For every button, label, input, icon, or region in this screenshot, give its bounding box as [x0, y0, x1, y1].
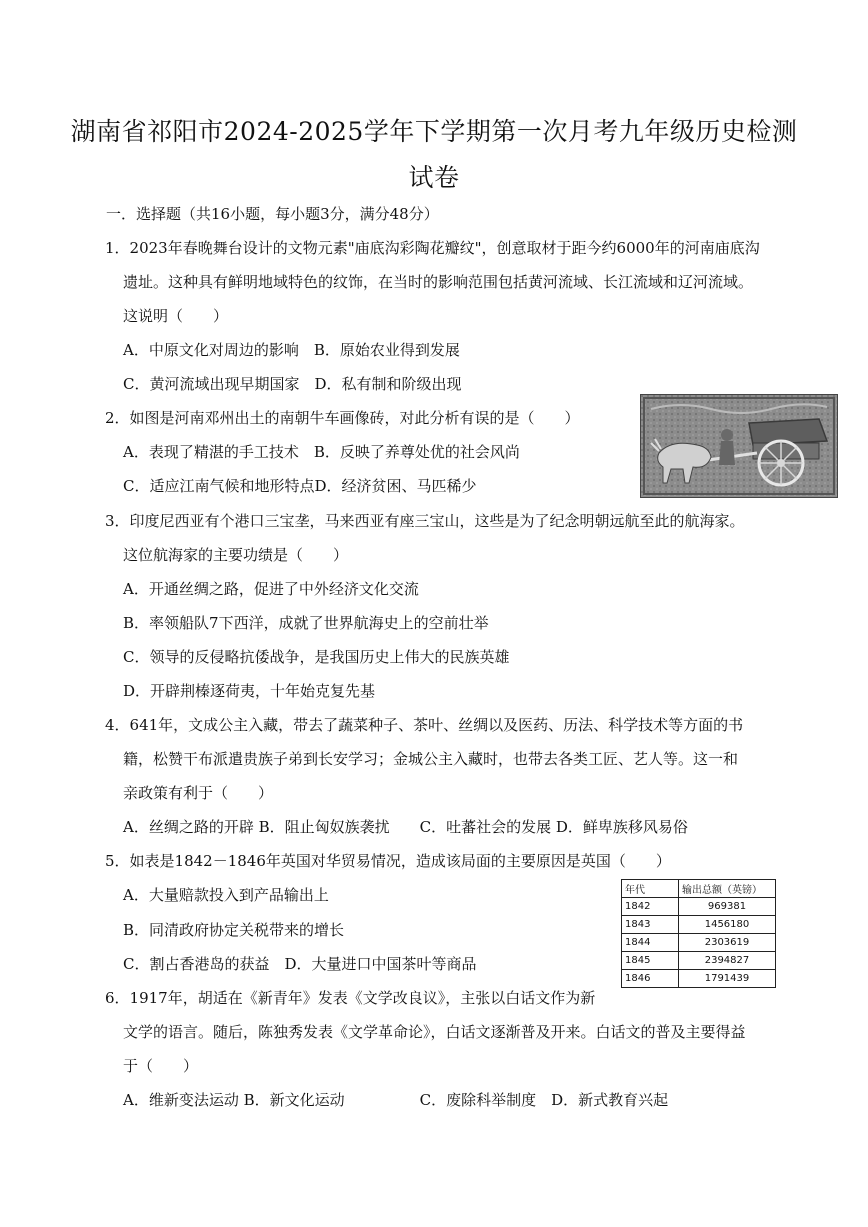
- q2-options-ab: A．表现了精湛的手工技术 B．反映了养尊处优的社会风尚: [123, 443, 520, 461]
- table-cell-value: 2394827: [679, 952, 776, 970]
- table-cell-value: 1791439: [679, 970, 776, 988]
- q5-option-a: A．大量赔款投入到产品输出上: [123, 886, 329, 904]
- ox-cart-brick-image: [640, 394, 838, 498]
- q6-stem-line1: 6．1917年，胡适在《新青年》发表《文学改良议》，主张以白话文作为新: [105, 989, 596, 1007]
- table-header-row: [622, 880, 776, 898]
- table-row: [622, 934, 776, 952]
- table-row: [622, 970, 776, 988]
- exam-title-line1: 湖南省祁阳市2024-2025学年下学期第一次月考九年级历史检测: [70, 117, 798, 146]
- table-cell-value: 1456180: [679, 916, 776, 934]
- q4-stem-line2: 籍，松赞干布派遣贵族子弟到长安学习；金城公主入藏时，也带去各类工匠、艺人等。这一和: [123, 750, 739, 768]
- table-cell-year: 1843: [622, 916, 679, 934]
- q4-stem-line1: 4．641年，文成公主入藏，带去了蔬菜种子、茶叶、丝绸以及医药、历法、科学技术等方面的书: [105, 716, 744, 734]
- q3-option-d: D．开辟荆榛逐荷夷，十年始克复先基: [123, 682, 376, 700]
- q5-stem: 5．如表是1842－1846年英国对华贸易情况，造成该局面的主要原因是英国（ ）: [105, 852, 671, 870]
- q1-options-ab: A．中原文化对周边的影响 B．原始农业得到发展: [123, 341, 460, 359]
- q6-options: A．维新变法运动 B．新文化运动 C．废除科举制度 D．新式教育兴起: [123, 1091, 669, 1109]
- table-cell-year: 1844: [622, 934, 679, 952]
- q3-stem-line2: 这位航海家的主要功绩是（ ）: [123, 546, 349, 564]
- table-row: [622, 952, 776, 970]
- table-header-export-total: 输出总额（英镑）: [679, 880, 776, 898]
- q6-stem-line3: 于（ ）: [123, 1057, 199, 1075]
- table-cell-value: 2303619: [679, 934, 776, 952]
- q1-options-cd: C．黄河流域出现早期国家 D．私有制和阶级出现: [123, 375, 462, 393]
- table-cell-year: 1842: [622, 898, 679, 916]
- q3-stem-line1: 3．印度尼西亚有个港口三宝垄，马来西亚有座三宝山，这些是为了纪念明朝远航至此的航海家。: [105, 512, 745, 530]
- ox-cart-relief-illustration: [641, 395, 837, 497]
- q2-stem: 2．如图是河南邓州出土的南朝牛车画像砖，对此分析有误的是（ ）: [105, 409, 580, 427]
- q6-stem-line2: 文学的语言。随后，陈独秀发表《文学革命论》，白话文逐渐普及开来。白话文的普及主要得益: [123, 1023, 746, 1041]
- table-row: [622, 916, 776, 934]
- q1-stem-line1: 1．2023年春晚舞台设计的文物元素"庙底沟彩陶花瓣纹"，创意取材于距今约6000年的河南庙底沟: [105, 239, 760, 257]
- section-heading: 一．选择题（共16小题，每小题3分，满分48分）: [106, 205, 439, 223]
- q4-stem-line3: 亲政策有利于（ ）: [123, 784, 274, 802]
- q1-stem-line3: 这说明（ ）: [123, 307, 229, 325]
- q4-options: A．丝绸之路的开辟 B．阻止匈奴族袭扰 C．吐蕃社会的发展 D．鲜卑族移风易俗: [123, 818, 688, 836]
- exam-title-line2: 试卷: [408, 163, 460, 192]
- q3-option-a: A．开通丝绸之路，促进了中外经济文化交流: [123, 580, 419, 598]
- q1-stem-line2: 遗址。这种具有鲜明地域特色的纹饰，在当时的影响范围包括黄河流域、长江流域和辽河流域。: [123, 273, 754, 291]
- q5-options-cd: C．割占香港岛的获益 D．大量进口中国茶叶等商品: [123, 955, 477, 973]
- table-cell-year: 1846: [622, 970, 679, 988]
- trade-data-table: [621, 879, 776, 988]
- table-row: [622, 898, 776, 916]
- q5-option-b: B．同清政府协定关税带来的增长: [123, 921, 345, 939]
- table-cell-year: 1845: [622, 952, 679, 970]
- q3-option-b: B．率领船队7下西洋，成就了世界航海史上的空前壮举: [123, 614, 489, 632]
- q2-options-cd: C．适应江南气候和地形特点D．经济贫困、马匹稀少: [123, 477, 477, 495]
- table-cell-value: 969381: [679, 898, 776, 916]
- q3-option-c: C．领导的反侵略抗倭战争，是我国历史上伟大的民族英雄: [123, 648, 510, 666]
- table-header-year: 年代: [622, 880, 679, 898]
